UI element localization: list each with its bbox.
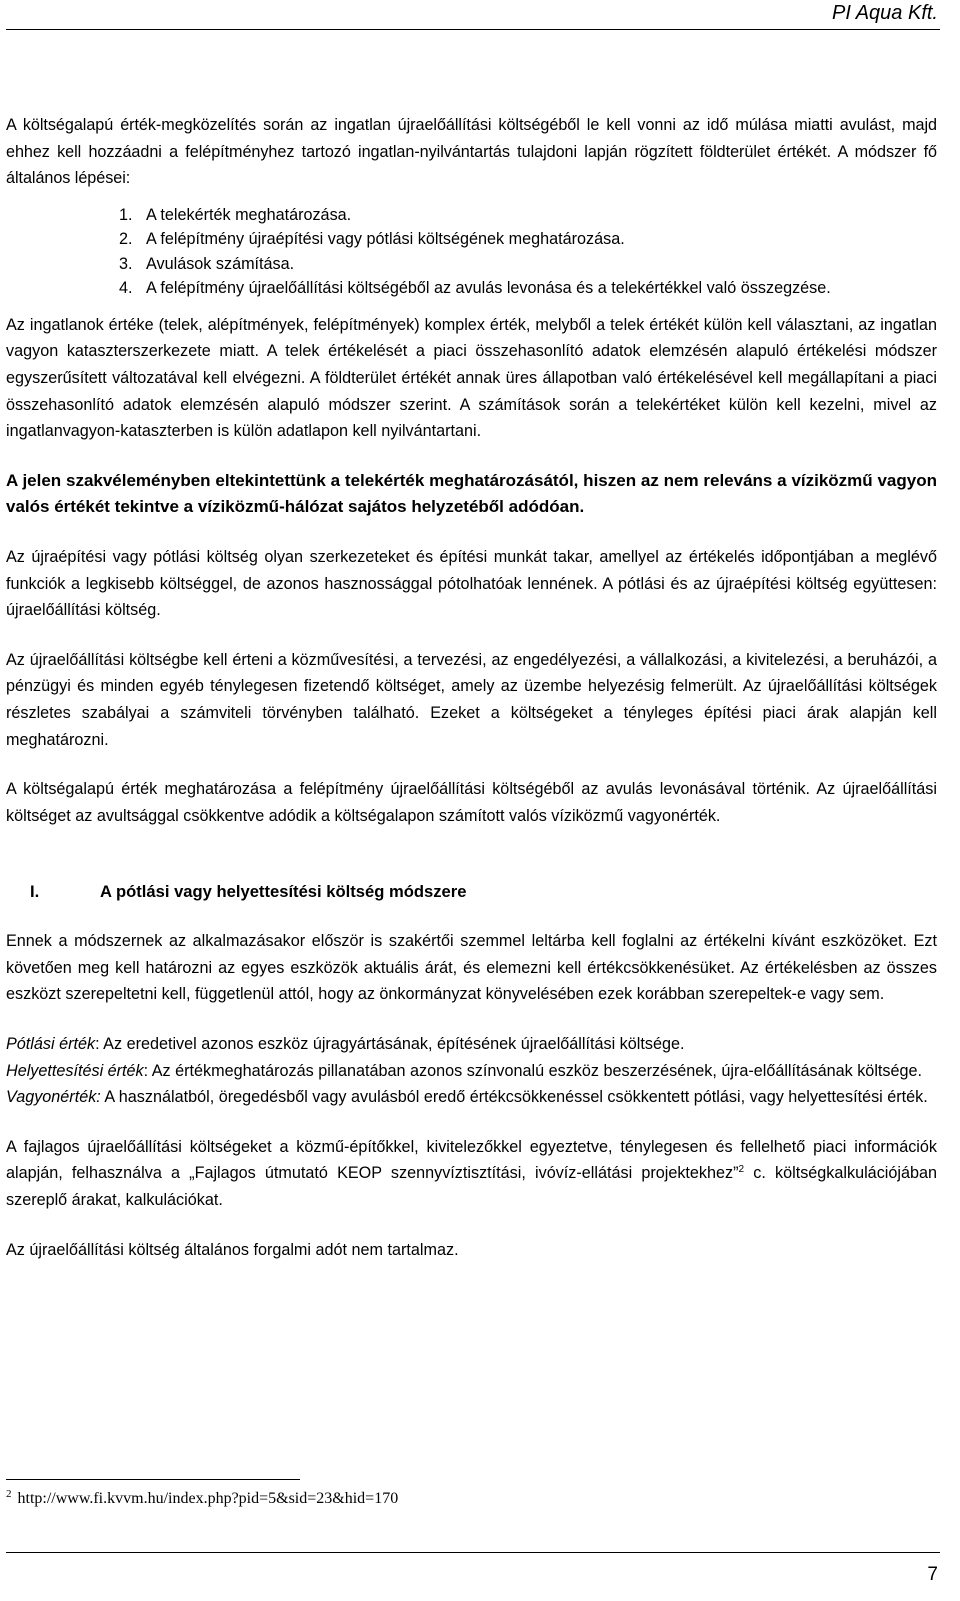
paragraph-vat: Az újraelőállítási költség általános forgalmi adót nem tartalmaz. (6, 1240, 459, 1259)
footer-divider (6, 1552, 940, 1553)
paragraph-replacement-cost: Az újraépítési vagy pótlási költség olyan szerkezeteket és építési munkát takar, amellyel az értékelés időpontjában a meglévő funkciók a legkisebb költséggel, de azonos hasznossággal pótolhatóak lennének. A pótlási és az újraépítési költség együttesen: újraelőállítási költség. (6, 547, 937, 620)
paragraph-method: Ennek a módszernek az alkalmazásakor először is szakértői szemmel leltárba kell foglalni az értékelni kívánt eszközöket. Ezt követően meg kell határozni az egyes eszközök aktuális árát, és elemezni kell értékcsökkenésüket. Az értékelésben az összes eszközt szerepeltetni kell, függetlenül attól, hogy az önkormányzat könyvelésében ezek korábban szerepeltek-e vagy sem. (6, 932, 937, 1004)
definition-substitution (6, 1058, 937, 1085)
paragraph-text: A fajlagos újraelőállítási költségeket a közmű-építőkkel, kivitelezőkkel egyeztetve, ténylegesen és fellelhető piaci információk alapján, felhasználva a „Fajlagos útmutató KEOP szennyvíztisztítási, ivóvíz-ellátási projektekhez” (6, 1137, 937, 1183)
list-item (6, 227, 937, 252)
header-divider (6, 29, 940, 30)
step-text: A felépítmény újraépítési vagy pótlási költségének meghatározása. (146, 230, 625, 249)
steps-list (6, 203, 937, 301)
step-number: 1. (119, 205, 133, 224)
page-number: 7 (927, 1564, 938, 1585)
section-title: A pótlási vagy helyettesítési költség módszere (100, 882, 467, 902)
step-number: 4. (119, 279, 133, 298)
step-number: 3. (119, 254, 133, 273)
list-item (6, 203, 937, 228)
definition-text: : Az eredetivel azonos eszköz újragyártásának, építésének újraelőállítási költsége. (95, 1035, 685, 1054)
section-number: I. (30, 882, 40, 902)
list-item (6, 252, 937, 277)
definition-text: A használatból, öregedésből vagy avulásból eredő értékcsökkenéssel csökkentett pótlási, vagy helyettesítési érték. (100, 1088, 928, 1107)
bold-statement: A jelen szakvéleményben eltekintettünk a telekérték meghatározásától, hiszen az nem releváns a víziközmű vagyon valós értékét tekintve a víziközmű-hálózat sajátos helyzetéből adódóan. (6, 470, 937, 517)
definition-term: Vagyonérték: (6, 1088, 101, 1107)
intro-paragraph: A költségalapú érték-megközelítés során az ingatlan újraelőállítási költségéből le kell vonni az idő múlása miatti avulást, majd ehhez kell hozzáadni a felépítményhez tartozó ingatlan-nyilvántartás tulajdoni lapján rögzített földterület értékét. A módszer fő általános lépései: (6, 116, 937, 188)
definition-replacement (6, 1031, 937, 1058)
step-text: A telekérték meghatározása. (146, 205, 352, 224)
paragraph-reproduction-cost: Az újraelőállítási költségbe kell érteni a közművesítési, a tervezési, az engedélyezési, a vállalkozási, a kivitelezési, a beruházói, a pénzügyi és minden egyéb ténylegesen fizetendő költséget, amely az üzembe helyezésig felmerült. Az újraelőállítási költségek részletes szabályai a számviteli törvényben található. Ezeket a költségeket a tényleges építési piaci árak alapján kell meghatározni. (6, 650, 937, 749)
definition-asset-value (6, 1084, 937, 1111)
paragraph-cost-based-value: A költségalapú érték meghatározása a felépítmény újraelőállítási költségéből az avulás levonásával történik. Az újraelőállítási költséget az avultsággal csökkentve adódik a költségalapon számított valós víziközmű vagyonérték. (6, 780, 937, 825)
paragraph-text: c. költségkalkulációjában szereplő árakat, kalkulációkat. (6, 1164, 937, 1210)
page-header-company: PI Aqua Kft. (832, 2, 938, 24)
footnote-divider (6, 1479, 300, 1480)
definition-text: : Az értékmeghatározás pillanatában azonos színvonalú eszköz beszerzésének, újra-előállításának költsége. (143, 1061, 923, 1080)
definition-term: Pótlási érték (6, 1035, 96, 1054)
step-text: Avulások számítása. (146, 254, 295, 273)
definition-term: Helyettesítési érték (6, 1061, 144, 1080)
footnote-reference[interactable]: 2 (738, 1164, 745, 1176)
step-text: A felépítmény újraelőállítási költségéből az avulás levonása és a telekértékkel való összegzése. (146, 279, 831, 298)
step-number: 2. (119, 230, 133, 249)
paragraph-specific-costs (6, 1134, 937, 1214)
footnote-link[interactable]: http://www.fi.kvvm.hu/index.php?pid=5&sid=23&hid=170 (17, 1490, 399, 1507)
footnote (6, 1490, 398, 1508)
list-item (6, 276, 937, 301)
document-body (6, 112, 937, 1263)
paragraph-property-value: Az ingatlanok értéke (telek, alépítmények, felépítmények) komplex érték, melyből a telek értékét külön kell választani, az ingatlan vagyon kataszterszerkezete miatt. A telek értékelését a piaci összehasonlító adatok elemzésén alapuló értékelési módszer egyszerűsített változatával kell elvégezni. A földterület értékét annak üres állapotban való értékelésével kell megállapítani a piaci összehasonlító adatok elemzésén alapuló módszer szerint. A számítások során a telekértéket külön kell kezelni, mivel az ingatlanvagyon-kataszterben is külön adatlapon kell nyilvántartani. (6, 315, 937, 441)
section-heading (6, 879, 937, 905)
footnote-mark: 2 (6, 1488, 12, 1500)
